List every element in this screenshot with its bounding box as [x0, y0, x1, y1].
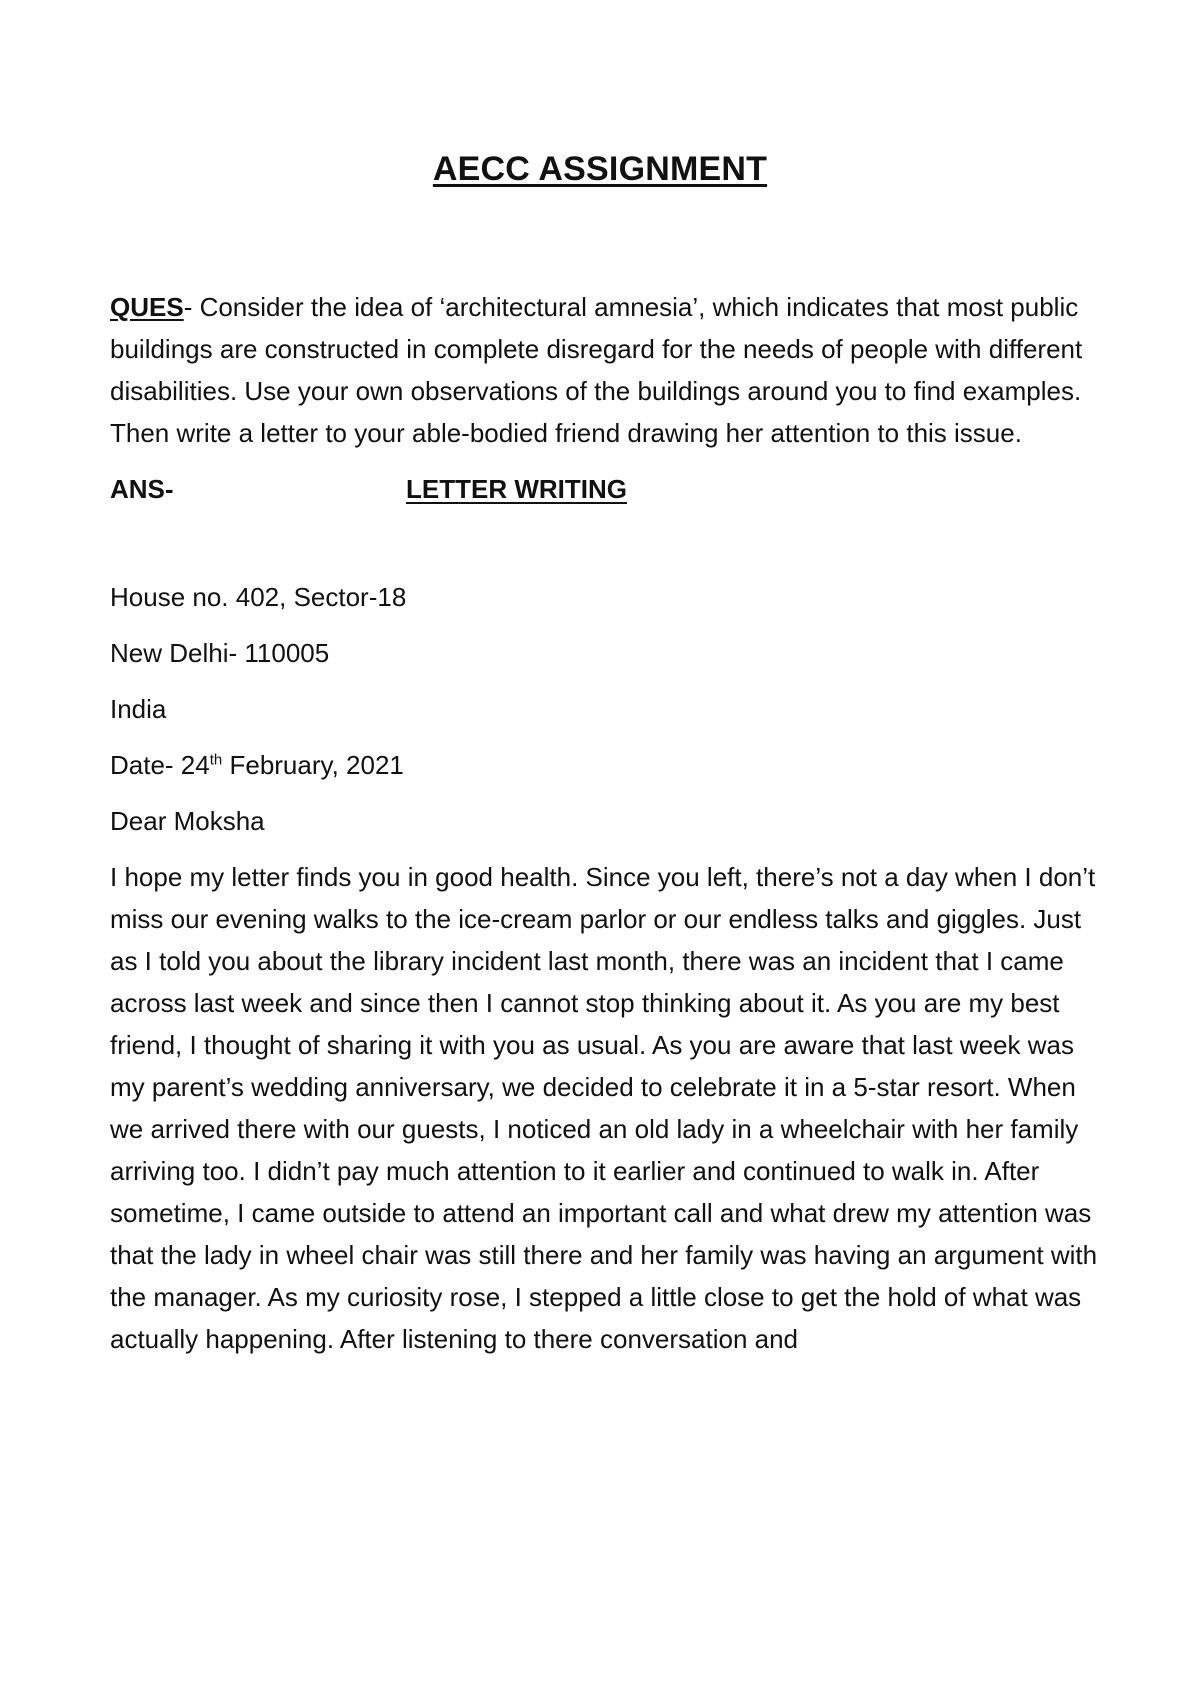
address-line-1: House no. 402, Sector-18: [110, 582, 407, 612]
date-superscript: th: [209, 751, 223, 769]
answer-row: [110, 468, 1100, 510]
question-block: [110, 286, 1100, 454]
letter-body: I hope my letter finds you in good health. Since you left, there’s not a day when I don’t miss our evening walks to the ice-cream parlor or our endless talks and giggles. Just as I told you about the library incident last month, there was an incident that I came across last week and since then I cannot stop thinking about it. As you are my best friend, I thought of sharing it with you as usual. As you are aware that last week was my parent’s wedding anniversary, we decided to celebrate it in a 5-star resort. When we arrived there with our guests, I noticed an old lady in a wheelchair with her family arriving too. I didn’t pay much attention to it earlier and continued to walk in. After sometime, I came outside to attend an important call and what drew my attention was that the lady in wheel chair was still there and her family was having an argument with the manager. As my curiosity rose, I stepped a little close to get the hold of what was actually happening. After listening to there conversation and: [110, 862, 1098, 1354]
address-line-3: India: [110, 694, 167, 724]
question-paragraph: [110, 286, 1100, 454]
answer-label: ANS-: [110, 474, 174, 504]
date-prefix: Date- 24: [110, 750, 210, 780]
letter-salutation: Dear Moksha: [110, 806, 265, 836]
question-text: - Consider the idea of ‘architectural amnesia’, which indicates that most public buildings are constructed in complete disregard for the needs of people with different disabilities. Use your own observations of the buildings around you to find examples. Then write a letter to your able-bodied friend drawing her attention to this issue.: [110, 292, 1083, 448]
sender-address: [110, 576, 1100, 800]
date-suffix: February, 2021: [222, 750, 404, 780]
document-title: AECC ASSIGNMENT: [432, 150, 768, 188]
letter-date: [110, 744, 1100, 800]
letter-writing-heading: LETTER WRITING: [406, 474, 627, 504]
question-label: QUES: [110, 292, 184, 322]
address-line-2: New Delhi- 110005: [110, 638, 330, 668]
document-content: [110, 286, 1100, 1360]
